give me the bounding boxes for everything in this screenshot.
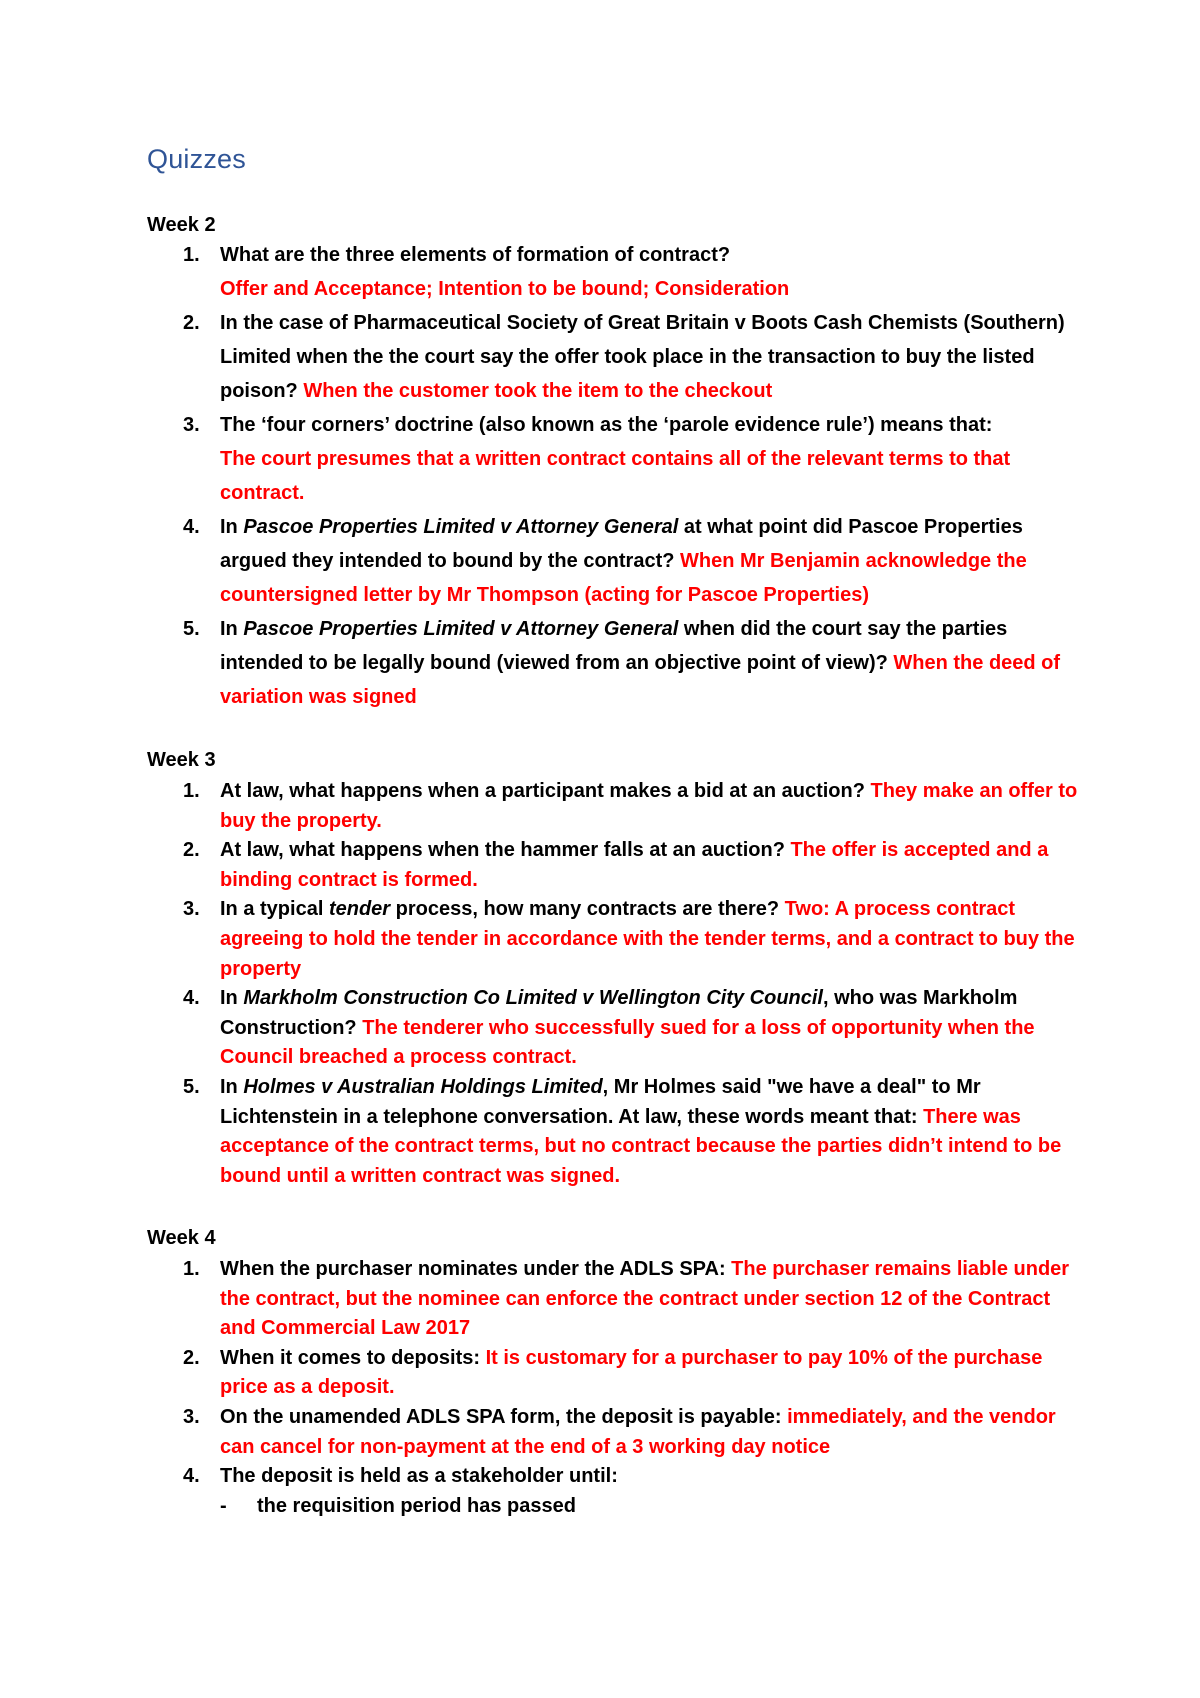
question-number: 4.: [183, 987, 200, 1010]
question-item: [147, 777, 1082, 836]
question-number: 1.: [183, 780, 200, 802]
question-text: In the case of Pharmaceutical Society of Great Britain v Boots Cash Chemists (Southern) Limited when the the court say the offer took place in the transaction to buy the listed poison?: [220, 312, 1065, 402]
question-text: When it comes to deposits:: [220, 1346, 486, 1369]
answer-text: It is customary for a purchaser to pay 10% of the purchase price as a deposit.: [220, 1346, 1043, 1399]
question-item: [147, 984, 1082, 1073]
question-number: 4.: [183, 516, 200, 538]
question-text-prefix: In a typical: [220, 898, 329, 921]
answer-text: When the deed of variation was signed: [220, 652, 1061, 708]
question-text-prefix: In: [220, 1075, 244, 1098]
week-2-heading: Week 2: [147, 214, 216, 236]
answer-text: immediately, and the vendor can cancel for non-payment at the end of a 3 working day notice: [220, 1405, 1056, 1458]
question-item: [147, 895, 1082, 984]
question-text: , who was Markholm Construction?: [220, 987, 1018, 1039]
answer-text: The offer is accepted and a binding contract is formed.: [220, 839, 1049, 891]
question-number: 2.: [183, 312, 200, 334]
question-number: 3.: [183, 1405, 200, 1428]
week-3-question-list: [147, 777, 1082, 1191]
question-item: [147, 510, 1082, 612]
question-item: [147, 836, 1082, 895]
question-text-prefix: In: [220, 516, 244, 538]
week-2-question-list: [147, 238, 1082, 714]
week-4-heading: Week 4: [147, 1227, 216, 1249]
dash-bullet: -: [220, 1494, 227, 1517]
answer-text: They make an offer to buy the property.: [220, 780, 1078, 832]
answer-text: The court presumes that a written contract contains all of the relevant terms to that contract.: [220, 448, 1011, 504]
sub-bullet-item: [147, 1492, 1082, 1522]
question-item: [147, 612, 1082, 714]
answer-text: Two: A process contract agreeing to hold the tender in accordance with the tender terms, and a contract to buy the property: [220, 898, 1075, 980]
question-number: 3.: [183, 898, 200, 921]
question-text: , Mr Holmes said "we have a deal" to Mr Lichtenstein in a telephone conversation. At law, these words meant that:: [220, 1075, 981, 1128]
page-title: Quizzes: [147, 144, 246, 174]
question-number: 1.: [183, 1258, 200, 1280]
question-item: [147, 408, 1082, 510]
question-number: 5.: [183, 1075, 200, 1098]
question-number: 5.: [183, 618, 200, 640]
sub-bullet-text: the requisition period has passed: [257, 1494, 576, 1517]
emphasis-term: tender: [328, 898, 391, 921]
question-text: At law, what happens when a participant makes a bid at an auction?: [220, 780, 871, 802]
question-text: when did the court say the parties intended to be legally bound (viewed from an objective point of view)?: [220, 618, 1008, 674]
question-text: at what point did Pascoe Properties argued they intended to bound by the contract?: [220, 516, 1023, 572]
question-text-prefix: In: [220, 618, 244, 640]
question-number: 1.: [183, 244, 200, 266]
question-text: What are the three elements of formation of contract?: [220, 244, 731, 266]
case-name: Pascoe Properties Limited v Attorney General: [243, 516, 679, 538]
question-text: When the purchaser nominates under the ADLS SPA:: [220, 1258, 732, 1280]
question-text-prefix: In: [220, 987, 244, 1010]
case-name: Markholm Construction Co Limited v Wellington City Council: [243, 987, 823, 1010]
answer-text: There was acceptance of the contract terms, but no contract because the parties didn’t intend to be bound until a written contract was signed.: [220, 1105, 1062, 1187]
case-name: Pascoe Properties Limited v Attorney General: [243, 618, 679, 640]
question-text: The deposit is held as a stakeholder until:: [220, 1465, 618, 1488]
question-number: 3.: [183, 414, 200, 436]
question-text: At law, what happens when the hammer falls at an auction?: [220, 839, 791, 862]
question-item: [147, 238, 1082, 306]
question-text: The ‘four corners’ doctrine (also known as the ‘parole evidence rule’) means that:: [220, 414, 993, 436]
question-number: 2.: [183, 1346, 200, 1369]
week-3-heading: Week 3: [147, 749, 216, 771]
answer-text: When Mr Benjamin acknowledge the countersigned letter by Mr Thompson (acting for Pascoe Properties): [220, 550, 1027, 606]
question-item: [147, 1462, 1082, 1521]
answer-text: When the customer took the item to the checkout: [303, 380, 773, 402]
week-4-question-list: [147, 1255, 1082, 1521]
question-text: On the unamended ADLS SPA form, the deposit is payable:: [220, 1405, 788, 1428]
question-text: process, how many contracts are there?: [390, 898, 785, 921]
answer-text: The purchaser remains liable under the contract, but the nominee can enforce the contract under section 12 of the Contract and Commercial Law 2017: [220, 1258, 1070, 1340]
answer-text: Offer and Acceptance; Intention to be bound; Consideration: [220, 278, 790, 300]
question-number: 2.: [183, 839, 200, 862]
answer-text: The tenderer who successfully sued for a loss of opportunity when the Council breached a process contract.: [220, 1016, 1035, 1069]
case-name: Holmes v Australian Holdings Limited: [243, 1075, 603, 1098]
question-number: 4.: [183, 1465, 200, 1488]
question-item: [147, 1403, 1082, 1462]
question-item: [147, 1073, 1082, 1191]
question-item: [147, 1344, 1082, 1403]
question-item: [147, 306, 1082, 408]
question-item: [147, 1255, 1082, 1344]
